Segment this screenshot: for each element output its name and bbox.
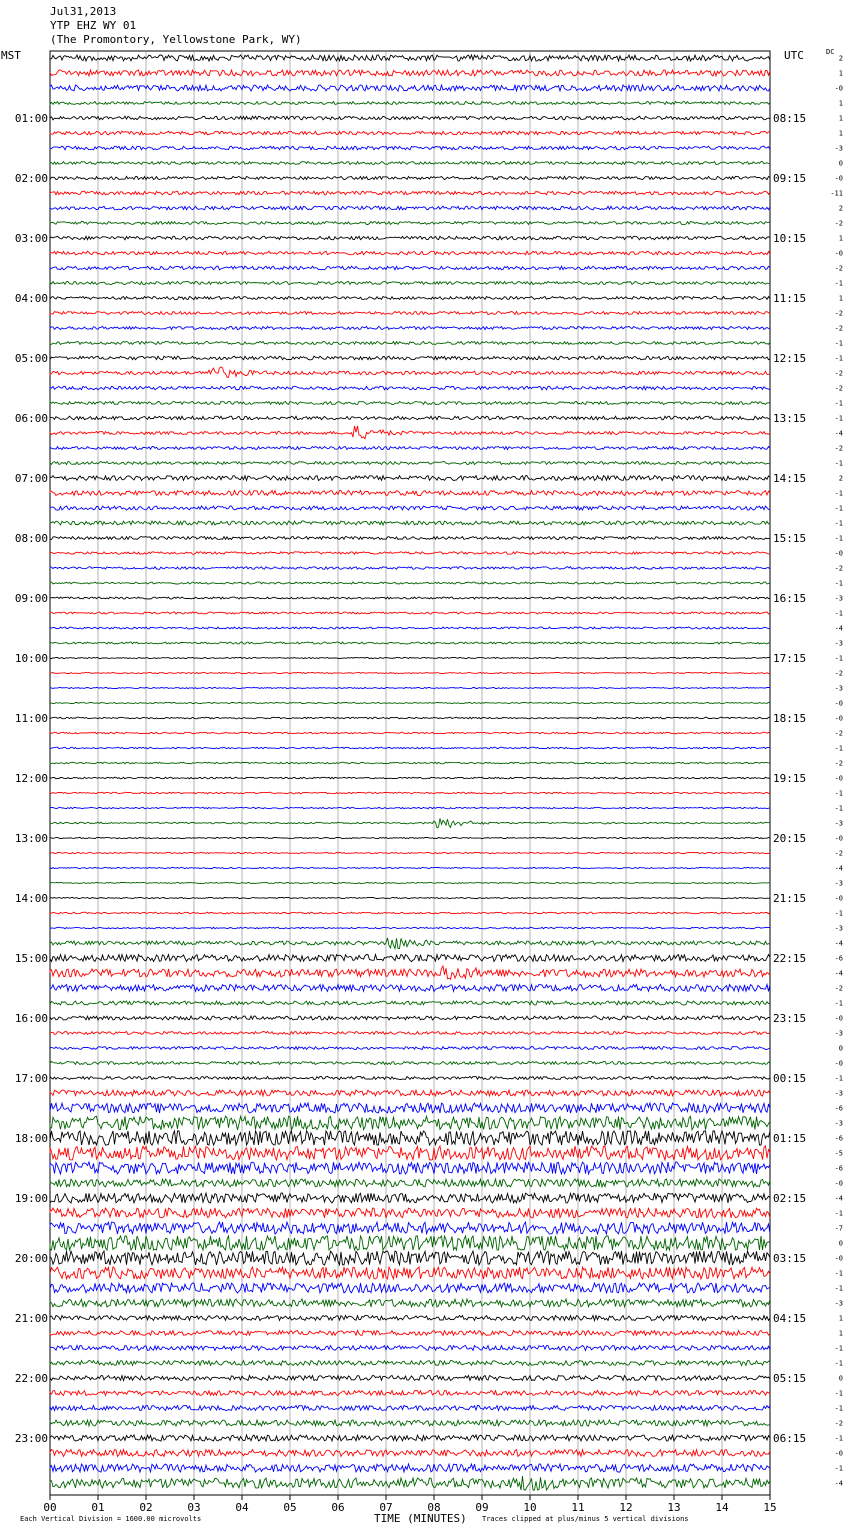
- dc-offset-label: 1: [838, 114, 843, 123]
- x-tick-label: 08: [427, 1501, 441, 1514]
- dc-offset-label: 0: [838, 1239, 843, 1248]
- seismic-trace: [50, 1346, 770, 1351]
- dc-offset-label: -1: [834, 579, 843, 588]
- left-hour-label: 17:00: [14, 1072, 48, 1085]
- x-tick-label: 15: [763, 1501, 777, 1514]
- seismic-trace: [50, 506, 770, 510]
- x-tick-label: 05: [283, 1501, 297, 1514]
- seismic-trace: [50, 367, 770, 378]
- dc-offset-label: -2: [834, 384, 843, 393]
- station-code: YTP EHZ WY 01: [50, 19, 137, 32]
- seismic-trace: [50, 582, 770, 584]
- right-hour-label: 06:15: [773, 1432, 807, 1445]
- seismic-trace: [50, 162, 770, 165]
- seismic-trace: [50, 657, 770, 658]
- seismic-trace: [50, 1090, 770, 1096]
- seismic-trace: [50, 1146, 770, 1160]
- seismic-trace: [50, 1001, 770, 1005]
- seismic-trace: [50, 55, 770, 61]
- seismic-trace: [50, 312, 770, 315]
- seismic-trace: [50, 1267, 770, 1279]
- seismic-trace: [50, 985, 770, 992]
- dc-offset-label: -1: [834, 519, 843, 528]
- station-location: (The Promontory, Yellowstone Park, WY): [50, 33, 302, 46]
- seismic-trace: [50, 326, 770, 329]
- seismic-trace: [50, 762, 770, 764]
- dc-offset-label: -2: [834, 444, 843, 453]
- seismic-trace: [50, 1131, 770, 1145]
- seismic-trace: [50, 1032, 770, 1035]
- left-hour-label: 01:00: [14, 112, 48, 125]
- seismic-trace: [50, 882, 770, 883]
- seismic-trace: [50, 1420, 770, 1426]
- dc-offset-label: -2: [834, 564, 843, 573]
- x-tick-label: 12: [619, 1501, 633, 1514]
- dc-offset-label: -3: [834, 639, 843, 648]
- right-hour-label: 01:15: [773, 1132, 807, 1145]
- x-tick-label: 14: [715, 1501, 729, 1514]
- seismic-trace: [50, 732, 770, 734]
- left-hour-label: 03:00: [14, 232, 48, 245]
- right-hour-label: 11:15: [773, 292, 807, 305]
- seismic-trace: [50, 131, 770, 135]
- seismic-trace: [50, 927, 770, 929]
- right-hour-label: 18:15: [773, 712, 807, 725]
- dc-offset-label: -5: [834, 1149, 843, 1158]
- dc-offset-label: -1: [834, 279, 843, 288]
- seismic-trace: [50, 116, 770, 120]
- right-hour-label: 10:15: [773, 232, 807, 245]
- seismic-trace: [50, 462, 770, 465]
- left-hour-label: 04:00: [14, 292, 48, 305]
- right-hour-label: 23:15: [773, 1012, 807, 1025]
- seismic-trace: [50, 206, 770, 210]
- right-hour-label: 04:15: [773, 1312, 807, 1325]
- dc-offset-label: -2: [834, 1419, 843, 1428]
- x-tick-label: 01: [91, 1501, 105, 1514]
- dc-offset-label: -1: [834, 999, 843, 1008]
- dc-offset-label: -1: [834, 1284, 843, 1293]
- dc-offset-label: -0: [834, 699, 843, 708]
- seismic-trace: [50, 1103, 770, 1113]
- seismic-trace: [50, 717, 770, 719]
- seismic-trace: [50, 146, 770, 150]
- right-hour-label: 09:15: [773, 172, 807, 185]
- seismic-trace: [50, 1236, 770, 1250]
- seismic-trace: [50, 837, 770, 838]
- x-tick-label: 06: [331, 1501, 345, 1514]
- seismic-trace: [50, 236, 770, 240]
- dc-offset-label: -0: [834, 549, 843, 558]
- dc-offset-label: -1: [834, 1269, 843, 1278]
- right-hour-label: 03:15: [773, 1252, 807, 1265]
- dc-offset-label: 1: [838, 69, 843, 78]
- seismic-trace: [50, 938, 770, 949]
- dc-offset-label: -0: [834, 1059, 843, 1068]
- left-hour-label: 20:00: [14, 1252, 48, 1265]
- dc-offset-label: -0: [834, 1449, 843, 1458]
- dc-offset-label: 1: [838, 294, 843, 303]
- seismic-trace: [50, 642, 770, 644]
- left-hour-label: 14:00: [14, 892, 48, 905]
- seismic-trace: [50, 672, 770, 673]
- left-hour-label: 05:00: [14, 352, 48, 365]
- right-hour-label: 02:15: [773, 1192, 807, 1205]
- seismic-trace: [50, 102, 770, 105]
- seismic-trace: [50, 1162, 770, 1174]
- dc-offset-label: -0: [834, 894, 843, 903]
- dc-offset-label: -1: [834, 1464, 843, 1473]
- dc-offset-label: -1: [834, 654, 843, 663]
- dc-offset-label: -2: [834, 309, 843, 318]
- dc-offset-label: -1: [834, 1209, 843, 1218]
- dc-offset-label: -4: [834, 969, 843, 978]
- dc-offset-label: -4: [834, 429, 843, 438]
- seismic-trace: [50, 1464, 770, 1472]
- dc-offset-label: 2: [838, 204, 843, 213]
- scale-note: Each Vertical Division = 1600.00 microvolts: [20, 1515, 202, 1523]
- seismic-trace: [50, 687, 770, 688]
- seismic-trace: [50, 567, 770, 570]
- dc-offset-label: -2: [834, 759, 843, 768]
- seismic-trace: [50, 597, 770, 599]
- dc-offset-label: -1: [834, 339, 843, 348]
- dc-offset-label: -0: [834, 1014, 843, 1023]
- dc-offset-label: -2: [834, 219, 843, 228]
- seismic-trace: [50, 807, 770, 809]
- seismic-trace: [50, 747, 770, 749]
- seismic-trace: [50, 1222, 770, 1234]
- dc-offset-label: 2: [838, 474, 843, 483]
- dc-offset-label: -7: [834, 1224, 843, 1233]
- seismic-trace: [50, 1179, 770, 1187]
- dc-offset-label: -1: [834, 804, 843, 813]
- dc-offset-label: 1: [838, 1329, 843, 1338]
- right-hour-label: 16:15: [773, 592, 807, 605]
- seismic-trace: [50, 777, 770, 779]
- seismic-trace: [50, 176, 770, 179]
- dc-offset-label: -1: [834, 1344, 843, 1353]
- dc-offset-label: -3: [834, 1119, 843, 1128]
- x-tick-label: 03: [187, 1501, 201, 1514]
- plot-date: Jul31,2013: [50, 5, 117, 18]
- seismic-trace: [50, 356, 770, 360]
- seismic-trace: [50, 1361, 770, 1366]
- seismic-trace: [50, 1208, 770, 1218]
- seismic-trace: [50, 702, 770, 703]
- dc-offset-label: -4: [834, 1479, 843, 1488]
- dc-offset-label: 0: [838, 159, 843, 168]
- dc-offset-label: -2: [834, 669, 843, 678]
- seismic-trace: [50, 70, 770, 76]
- seismic-trace: [50, 1331, 770, 1336]
- seismic-trace: [50, 1476, 770, 1490]
- seismic-trace: [50, 85, 770, 91]
- right-hour-label: 21:15: [773, 892, 807, 905]
- x-tick-label: 09: [475, 1501, 489, 1514]
- seismic-trace: [50, 552, 770, 555]
- x-tick-label: 07: [379, 1501, 393, 1514]
- dc-offset-label: -6: [834, 1134, 843, 1143]
- seismic-trace: [50, 402, 770, 405]
- seismic-trace: [50, 521, 770, 525]
- dc-offset-label: 0: [838, 1044, 843, 1053]
- right-hour-label: 12:15: [773, 352, 807, 365]
- right-timezone-label: UTC: [784, 49, 804, 62]
- dc-offset-label: -4: [834, 1194, 843, 1203]
- dc-offset-label: -4: [834, 624, 843, 633]
- seismic-trace: [50, 1116, 770, 1130]
- dc-offset-label: 1: [838, 129, 843, 138]
- seismic-trace: [50, 1435, 770, 1441]
- seismic-trace: [50, 1251, 770, 1265]
- dc-offset-label: -3: [834, 594, 843, 603]
- seismic-trace: [50, 297, 770, 300]
- seismic-trace: [50, 867, 770, 868]
- seismic-trace: [50, 1283, 770, 1293]
- dc-offset-label: -4: [834, 939, 843, 948]
- seismic-trace: [50, 447, 770, 450]
- dc-offset-label: -6: [834, 1164, 843, 1173]
- left-hour-label: 09:00: [14, 592, 48, 605]
- dc-offset-label: 1: [838, 234, 843, 243]
- dc-offset-label: -3: [834, 819, 843, 828]
- seismic-trace: [50, 476, 770, 481]
- left-hour-label: 18:00: [14, 1132, 48, 1145]
- x-tick-label: 02: [139, 1501, 153, 1514]
- seismic-trace: [50, 1077, 770, 1080]
- right-hour-label: 05:15: [773, 1372, 807, 1385]
- clip-note: Traces clipped at plus/minus 5 vertical divisions: [482, 1515, 689, 1523]
- seismic-trace: [50, 897, 770, 898]
- seismic-trace: [50, 1047, 770, 1050]
- seismic-trace: [50, 1376, 770, 1381]
- seismic-trace: [50, 966, 770, 979]
- seismic-trace: [50, 955, 770, 962]
- left-hour-label: 11:00: [14, 712, 48, 725]
- seismic-trace: [50, 792, 770, 794]
- dc-offset-label: 1: [838, 1314, 843, 1323]
- right-hour-label: 20:15: [773, 832, 807, 845]
- dc-offset-label: -3: [834, 1029, 843, 1038]
- dc-offset-label: -1: [834, 1404, 843, 1413]
- right-hour-label: 17:15: [773, 652, 807, 665]
- seismic-trace: [50, 852, 770, 853]
- right-hour-label: 14:15: [773, 472, 807, 485]
- dc-offset-label: -0: [834, 834, 843, 843]
- left-hour-label: 23:00: [14, 1432, 48, 1445]
- dc-offset-label: -1: [834, 414, 843, 423]
- dc-offset-label: 0: [838, 1374, 843, 1383]
- dc-offset-label: -0: [834, 84, 843, 93]
- dc-offset-label: -2: [834, 264, 843, 273]
- right-hour-label: 00:15: [773, 1072, 807, 1085]
- seismic-trace: [50, 1016, 770, 1020]
- left-hour-label: 08:00: [14, 532, 48, 545]
- dc-offset-label: -2: [834, 729, 843, 738]
- seismic-trace: [50, 537, 770, 540]
- x-tick-label: 11: [571, 1501, 585, 1514]
- seismic-trace: [50, 266, 770, 270]
- seismic-trace: [50, 282, 770, 285]
- dc-offset-label: -1: [834, 1389, 843, 1398]
- dc-offset-label: -1: [834, 1359, 843, 1368]
- seismic-trace: [50, 1193, 770, 1203]
- dc-offset-label: -6: [834, 1104, 843, 1113]
- dc-offset-label: -0: [834, 174, 843, 183]
- dc-offset-label: -3: [834, 144, 843, 153]
- dc-offset-label: -3: [834, 1299, 843, 1308]
- dc-offset-label: -1: [834, 354, 843, 363]
- seismic-trace: [50, 1406, 770, 1411]
- left-hour-label: 19:00: [14, 1192, 48, 1205]
- dc-offset-label: -0: [834, 249, 843, 258]
- seismic-trace: [50, 386, 770, 390]
- dc-offset-label: -2: [834, 984, 843, 993]
- dc-offset-label: -1: [834, 504, 843, 513]
- right-hour-label: 08:15: [773, 112, 807, 125]
- dc-offset-label: -1: [834, 399, 843, 408]
- dc-offset-label: -3: [834, 1089, 843, 1098]
- left-hour-label: 22:00: [14, 1372, 48, 1385]
- dc-offset-label: -1: [834, 609, 843, 618]
- seismic-trace: [50, 491, 770, 496]
- dc-offset-label: -0: [834, 714, 843, 723]
- dc-offset-label: -1: [834, 1434, 843, 1443]
- dc-offset-label: 1: [838, 99, 843, 108]
- dc-offset-label: -2: [834, 849, 843, 858]
- dc-offset-label: -6: [834, 954, 843, 963]
- seismic-trace: [50, 222, 770, 225]
- dc-offset-label: -1: [834, 744, 843, 753]
- seismic-trace: [50, 1316, 770, 1321]
- seismic-trace: [50, 1299, 770, 1307]
- right-hour-label: 15:15: [773, 532, 807, 545]
- seismic-trace: [50, 627, 770, 629]
- seismic-trace: [50, 426, 770, 439]
- dc-offset-label: -1: [834, 459, 843, 468]
- dc-offset-label: -3: [834, 879, 843, 888]
- x-axis-title: TIME (MINUTES): [374, 1512, 467, 1525]
- dc-offset-label: -1: [834, 489, 843, 498]
- dc-offset-header: DC: [826, 48, 835, 56]
- dc-offset-label: -0: [834, 1179, 843, 1188]
- left-hour-label: 12:00: [14, 772, 48, 785]
- dc-offset-label: -0: [834, 774, 843, 783]
- dc-offset-label: -4: [834, 864, 843, 873]
- dc-offset-label: -11: [830, 189, 843, 198]
- dc-offset-label: -1: [834, 534, 843, 543]
- x-tick-label: 13: [667, 1501, 681, 1514]
- left-hour-label: 10:00: [14, 652, 48, 665]
- left-hour-label: 02:00: [14, 172, 48, 185]
- right-hour-label: 13:15: [773, 412, 807, 425]
- seismic-trace: [50, 342, 770, 345]
- seismic-trace: [50, 912, 770, 914]
- x-tick-label: 00: [43, 1501, 57, 1514]
- dc-offset-label: -0: [834, 1254, 843, 1263]
- left-hour-label: 06:00: [14, 412, 48, 425]
- seismic-trace: [50, 1450, 770, 1457]
- seismic-trace: [50, 251, 770, 255]
- right-hour-label: 19:15: [773, 772, 807, 785]
- left-hour-label: 15:00: [14, 952, 48, 965]
- dc-offset-label: -1: [834, 789, 843, 798]
- x-tick-label: 04: [235, 1501, 249, 1514]
- dc-offset-label: -3: [834, 684, 843, 693]
- dc-offset-label: 2: [838, 54, 843, 63]
- dc-offset-label: -1: [834, 909, 843, 918]
- seismic-trace: [50, 1062, 770, 1065]
- seismic-trace: [50, 416, 770, 420]
- dc-offset-label: -2: [834, 324, 843, 333]
- dc-offset-label: -1: [834, 1074, 843, 1083]
- left-hour-label: 16:00: [14, 1012, 48, 1025]
- seismic-trace: [50, 818, 770, 828]
- left-timezone-label: MST: [1, 49, 21, 62]
- dc-offset-label: -2: [834, 369, 843, 378]
- seismic-trace: [50, 191, 770, 195]
- seismic-trace: [50, 612, 770, 614]
- x-tick-label: 10: [523, 1501, 537, 1514]
- left-hour-label: 13:00: [14, 832, 48, 845]
- right-hour-label: 22:15: [773, 952, 807, 965]
- seismic-trace: [50, 1391, 770, 1396]
- dc-offset-label: -3: [834, 924, 843, 933]
- left-hour-label: 07:00: [14, 472, 48, 485]
- left-hour-label: 21:00: [14, 1312, 48, 1325]
